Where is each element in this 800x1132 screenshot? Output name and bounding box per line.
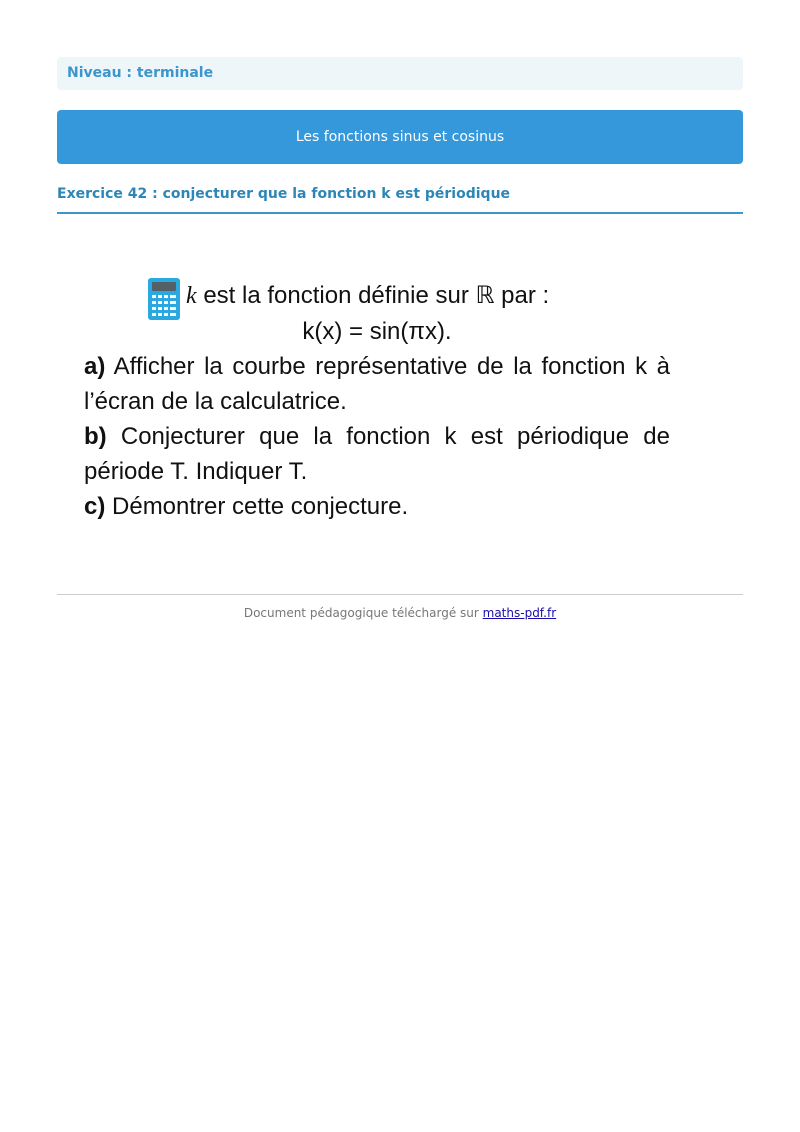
question-label: c): [84, 493, 106, 520]
level-badge: Niveau : terminale: [57, 57, 743, 90]
chapter-banner: Les fonctions sinus et cosinus: [57, 110, 743, 164]
exercise-title: Exercice 42 : conjecturer que la fonction k est périodique: [57, 186, 743, 214]
question-label: a): [84, 353, 106, 380]
footer-divider: [57, 594, 743, 595]
question-text: Afficher la courbe représentative de la fonction k à l’écran de la calculatrice.: [84, 353, 670, 415]
question-a: [84, 349, 670, 419]
question-b: [84, 419, 670, 489]
footer-text: Document pédagogique téléchargé sur: [243, 606, 483, 620]
question-c: [84, 489, 670, 524]
exercise-intro: [84, 278, 670, 314]
intro-text: est la fonction définie sur ℝ par :: [196, 282, 550, 309]
footer-link[interactable]: maths-pdf.fr: [482, 606, 557, 620]
question-label: b): [84, 423, 107, 450]
footer: [57, 606, 743, 620]
intro-line: [148, 278, 549, 314]
function-formula: k(x) = sin(πx).: [302, 318, 452, 345]
function-variable: k: [186, 283, 197, 309]
calculator-icon: [148, 278, 180, 320]
question-text: Démontrer cette conjecture.: [105, 493, 409, 520]
question-text: Conjecturer que la fonction k est périodique de période T. Indiquer T.: [84, 423, 670, 485]
exercise-content: [84, 278, 670, 524]
